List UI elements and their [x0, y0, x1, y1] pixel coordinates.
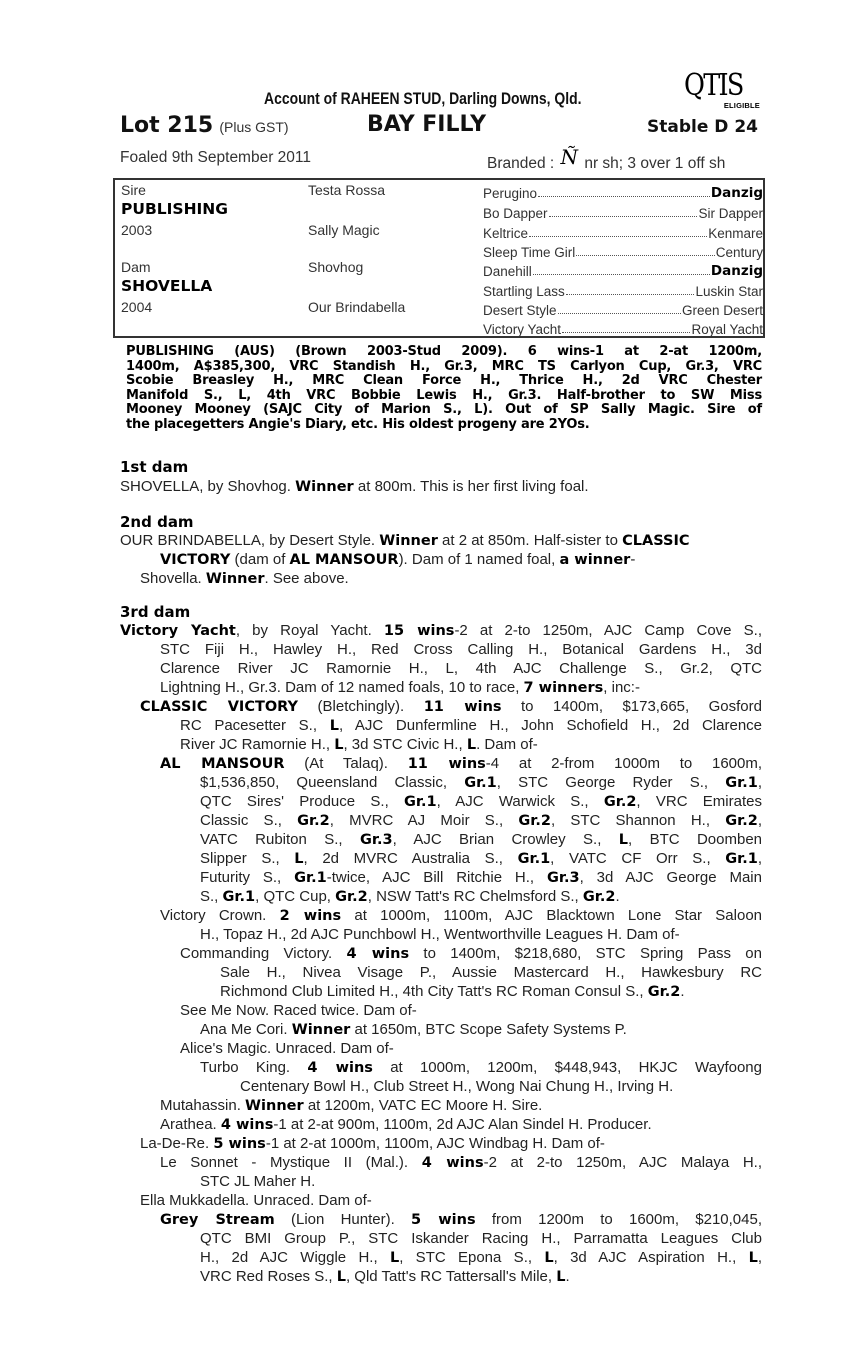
text-segment: , MVRC AJ Moir S., [329, 812, 519, 829]
progeny-classic-victory [180, 717, 762, 734]
progeny-commanding-victory [180, 945, 762, 962]
text-segment: (At Talaq). [284, 755, 408, 772]
first-dam-heading: 1st dam [120, 458, 189, 476]
bold-text: Winner [205, 571, 265, 587]
bold-text: Gr.3 [360, 832, 393, 848]
text-segment: , BTC Doomben [628, 831, 763, 848]
sire-year: 2003 [121, 222, 153, 238]
progeny-al-mansour [200, 774, 762, 791]
text-segment: . Dam of- [476, 736, 538, 753]
text-segment: Richmond Club Limited H., 4th City Tatt's RC Roman Consul S., [220, 983, 648, 1000]
bold-text: L [294, 851, 304, 867]
text-segment: OUR BRINDABELLA, by Desert Style. [120, 532, 380, 549]
text-segment: -4 at 2-from 1000m to 1600m, [485, 755, 763, 772]
progeny-al-mansour [200, 869, 762, 886]
bold-text: Gr.2 [582, 889, 616, 905]
ancestor-row: Sleep Time Girl Century [483, 245, 763, 260]
text-segment: Turbo King. [200, 1059, 308, 1076]
text-segment: , AJC Brian Crowley S., [392, 831, 619, 848]
bold-text: L [336, 1269, 346, 1285]
text-segment: . [615, 888, 620, 905]
text-segment: Lightning H., Gr.3. Dam of 12 named foals, 10 to race, [160, 679, 524, 696]
text-segment: Slipper S., [200, 850, 295, 867]
foaled-date: Foaled 9th September 2011 [120, 149, 312, 166]
bold-text: 15 wins [383, 623, 455, 639]
progeny-la-de-re [140, 1135, 605, 1152]
text-segment: Le Sonnet - Mystique II (Mal.). [160, 1154, 422, 1171]
progeny-al-mansour [200, 850, 762, 867]
bold-text: 4 wins [346, 946, 410, 962]
gst-note: (Plus GST) [219, 119, 289, 135]
bold-text: Gr.1 [517, 851, 551, 867]
bold-text: Gr.2 [725, 813, 758, 829]
bold-text: VICTORY [160, 552, 231, 568]
qtis-logo-text: QTIS [684, 68, 743, 103]
lot-label: Lot 215 [120, 113, 214, 138]
text-segment: Commanding Victory. [180, 945, 347, 962]
text-segment: QTC Sires' Produce S., [200, 793, 405, 810]
bold-text: L [748, 1250, 758, 1266]
bold-text: 4 wins [421, 1155, 484, 1171]
text-segment: at 1000m, 1200m, $448,943, HKJC Wayfoong [372, 1059, 762, 1076]
progeny-alices-magic: Alice's Magic. Unraced. Dam of- [180, 1040, 394, 1057]
progeny-victory-crown: H., Topaz H., 2d AJC Punchbowl H., Wentworthville Leagues H. Dam of- [200, 926, 680, 943]
text-segment: , Qld Tatt's RC Tattersall's Mile, [345, 1268, 557, 1285]
bold-text: L [334, 737, 344, 753]
bold-text: Gr.1 [294, 870, 327, 886]
bold-text: 7 winners [523, 680, 604, 696]
ancestor-row: Desert Style Green Desert [483, 303, 763, 318]
text-segment: Shovella. [140, 570, 206, 587]
first-dam-text [120, 478, 589, 495]
branded-text: nr sh; 3 over 1 off sh [584, 155, 726, 172]
bold-text: 2 wins [279, 908, 342, 924]
dam-label: Dam [121, 259, 151, 275]
bold-text: 4 wins [220, 1117, 274, 1133]
progeny-classic-victory [180, 736, 538, 753]
progeny-al-mansour [160, 755, 762, 772]
text-segment: , [757, 774, 762, 791]
text-segment: , [757, 812, 762, 829]
ancestor-row: Victory Yacht Royal Yacht [483, 322, 763, 337]
bold-text: Gr.1 [222, 889, 256, 905]
text-segment: , QTC Cup, [255, 888, 336, 905]
text-segment: , [757, 1249, 762, 1266]
bold-text: Winner [245, 1098, 304, 1114]
ancestor-row: Perugino Danzig [483, 185, 763, 201]
bold-text: Gr.1 [404, 794, 437, 810]
text-segment: to 1400m, $218,680, STC Spring Pass on [409, 945, 762, 962]
progeny-see-me-now: See Me Now. Raced twice. Dam of- [180, 1002, 417, 1019]
progeny-classic-victory [140, 698, 762, 715]
progeny-mutahassin [160, 1097, 542, 1114]
text-segment: Arathea. [160, 1116, 221, 1133]
qtis-eligible-text: ELIGIBLE [723, 101, 760, 110]
text-segment: , by Royal Yacht. [235, 622, 384, 639]
ancestor-row: Danehill Danzig [483, 263, 763, 279]
bold-text: Gr.1 [464, 775, 497, 791]
bold-text: Gr.2 [603, 794, 637, 810]
dam-dam: Our Brindabella [308, 299, 406, 315]
bold-text: Gr.3 [546, 870, 580, 886]
text-segment: , VRC Emirates [636, 793, 762, 810]
third-dam-text [160, 679, 640, 696]
text-segment: . [680, 983, 685, 1000]
bold-text: Gr.1 [725, 775, 758, 791]
text-segment: , 3d STC Civic H., [343, 736, 467, 753]
text-segment: -2 at 2-to 1250m, AJC Camp Cove S., [454, 622, 763, 639]
text-segment: VATC Rubiton S., [200, 831, 360, 848]
text-segment: ). Dam of 1 named foal, [398, 551, 560, 568]
qtis-eligible-logo [684, 68, 760, 110]
text-segment: Classic S., [200, 812, 298, 829]
bold-text: Gr.2 [518, 813, 551, 829]
text-segment: River JC Ramornie H., [180, 736, 335, 753]
bold-text: Gr.2 [297, 813, 330, 829]
bold-text: 11 wins [407, 756, 486, 772]
bold-text: Victory Yacht [120, 623, 236, 639]
bold-text: Grey Stream [160, 1212, 275, 1228]
text-segment: , inc:- [603, 679, 640, 696]
second-dam-heading: 2nd dam [120, 513, 194, 531]
text-segment: (Lion Hunter). [274, 1211, 412, 1228]
text-segment: from 1200m to 1600m, $210,045, [475, 1211, 762, 1228]
text-segment: -twice, AJC Bill Ritchie H., [326, 869, 547, 886]
text-segment: at 2 at 850m. Half-sister to [437, 532, 623, 549]
sex-colour: BAY FILLY [367, 112, 487, 137]
lot-number [120, 112, 289, 138]
third-dam-text: Clarence River JC Ramornie H., L, 4th AJC Challenge S., Gr.2, QTC [160, 660, 762, 677]
text-segment: VRC Red Roses S., [200, 1268, 337, 1285]
bold-text: L [329, 718, 339, 734]
ancestor-row: Startling Lass Luskin Star [483, 284, 763, 299]
bold-text: 4 wins [307, 1060, 373, 1076]
text-segment: -2 at 2-to 1250m, AJC Malaya H., [483, 1154, 762, 1171]
progeny-grey-stream [160, 1211, 762, 1228]
progeny-ana-me-cori [200, 1021, 627, 1038]
third-dam-heading: 3rd dam [120, 603, 191, 621]
bold-text: L [544, 1250, 554, 1266]
text-segment: Ana Me Cori. [200, 1021, 292, 1038]
bold-text: Winner [295, 479, 354, 495]
text-segment: , STC Shannon H., [550, 812, 726, 829]
progeny-grey-stream: QTC BMI Group P., STC Iskander Racing H., Parramatta Leagues Club [200, 1230, 762, 1247]
sire-label: Sire [121, 182, 146, 198]
text-segment: -1 at 2-at 1000m, 1100m, AJC Windbag H. Dam of- [265, 1135, 605, 1152]
text-segment: $1,536,850, Queensland Classic, [200, 774, 465, 791]
dam-sire: Shovhog [308, 259, 364, 275]
text-segment: Mutahassin. [160, 1097, 246, 1114]
second-dam-text [120, 532, 689, 549]
progeny-turbo-king: Centenary Bowl H., Club Street H., Wong Nai Chung H., Irving H. [240, 1078, 674, 1095]
dam-year: 2004 [121, 299, 153, 315]
text-segment: -1 at 2-at 900m, 1100m, 2d AJC Alan Sindel H. Producer. [273, 1116, 652, 1133]
bold-text: L [618, 832, 629, 848]
text-segment: , 3d AJC George Main [579, 869, 762, 886]
text-segment: Futurity S., [200, 869, 295, 886]
second-dam-text [160, 551, 635, 568]
bold-text: 5 wins [213, 1136, 266, 1152]
text-segment: , NSW Tatt's RC Chelmsford S., [367, 888, 583, 905]
progeny-commanding-victory: Sale H., Nivea Visage P., Aussie Mastercard H., Hawkesbury RC [220, 964, 762, 981]
bold-text: AL MANSOUR [289, 552, 399, 568]
text-segment: . [565, 1268, 570, 1285]
progeny-al-mansour [200, 812, 762, 829]
pedigree-table [113, 178, 765, 338]
text-segment: , VATC CF Orr S., [550, 850, 726, 867]
text-segment: SHOVELLA, by Shovhog. [120, 478, 296, 495]
bold-text: a winner [559, 552, 631, 568]
progeny-al-mansour [200, 793, 762, 810]
progeny-turbo-king [200, 1059, 762, 1076]
bold-text: Winner [379, 533, 438, 549]
sire-sire: Testa Rossa [308, 182, 386, 198]
branded-info [487, 145, 726, 173]
text-segment: H., 2d AJC Wiggle H., [200, 1249, 390, 1266]
text-segment: . See above. [264, 570, 349, 587]
third-dam-text: STC Fiji H., Hawley H., Red Cross Calling H., Botanical Gardens H., 3d [160, 641, 762, 658]
text-segment: , 3d AJC Aspiration H., [553, 1249, 749, 1266]
progeny-grey-stream [200, 1268, 570, 1285]
bold-text: CLASSIC VICTORY [140, 699, 299, 715]
progeny-commanding-victory [220, 983, 685, 1000]
text-segment: , AJC Dunfermline H., John Schofield H., 2d Clarence [338, 717, 763, 734]
stable-location: Stable D 24 [647, 117, 758, 137]
second-dam-text [140, 570, 349, 587]
text-segment: , AJC Warwick S., [436, 793, 604, 810]
text-segment: at 800m. This is her first living foal. [353, 478, 589, 495]
dam-name: SHOVELLA [121, 277, 213, 295]
text-segment: , STC Epona S., [399, 1249, 545, 1266]
text-segment: to 1400m, $173,665, Gosford [501, 698, 762, 715]
bold-text: CLASSIC [622, 533, 690, 549]
text-segment: (dam of [230, 551, 290, 568]
text-segment: La-De-Re. [140, 1135, 214, 1152]
bold-text: Gr.1 [725, 851, 758, 867]
bold-text: 5 wins [411, 1212, 476, 1228]
text-segment: at 1200m, VATC EC Moore H. Sire. [303, 1097, 543, 1114]
ancestor-row: Bo Dapper Sir Dapper [483, 206, 763, 221]
text-segment: at 1650m, BTC Scope Safety Systems P. [350, 1021, 627, 1038]
third-dam-text [120, 622, 762, 639]
text-segment: , STC George Ryder S., [496, 774, 726, 791]
bold-text: L [466, 737, 477, 753]
sire-summary: PUBLISHING (AUS) (Brown 2003-Stud 2009). 6 wins-1 at 2-at 1200m, 1400m, A$385,300, VRC Standish H., Gr.3, MRC TS Carlyon Cup, Gr.3, VRC Scobie Breasley H., MRC Clean Force H., Thrice H., 2d VRC Chester Manifold S., L, 4th VRC Bobbie Lewis H., Gr.3. Half-brother to SW Miss Mooney Mooney (SAJC City of Marion S., L). Out of SP Sally Magic. Sire of the placegetters Angie's Diary, etc. His oldest progeny are 2YOs. [126, 344, 762, 432]
bold-text: L [389, 1250, 400, 1266]
bold-text: L [556, 1269, 566, 1285]
progeny-grey-stream [200, 1249, 762, 1266]
text-segment: S., [200, 888, 223, 905]
text-segment: , [757, 850, 763, 867]
progeny-al-mansour [200, 888, 620, 905]
progeny-le-sonnet: STC JL Maher H. [200, 1173, 316, 1190]
vendor-account: Account of RAHEEN STUD, Darling Downs, Qld. [264, 89, 582, 108]
progeny-arathea [160, 1116, 652, 1133]
text-segment: Victory Crown. [160, 907, 280, 924]
bold-text: Gr.2 [647, 984, 681, 1000]
bold-text: Gr.2 [335, 889, 368, 905]
progeny-al-mansour [200, 831, 762, 848]
progeny-ella-mukkadella: Ella Mukkadella. Unraced. Dam of- [140, 1192, 372, 1209]
text-segment: , 2d MVRC Australia S., [303, 850, 518, 867]
text-segment: (Bletchingly). [298, 698, 424, 715]
text-segment: - [630, 551, 636, 568]
text-segment: at 1000m, 1100m, AJC Blacktown Lone Star Saloon [341, 907, 762, 924]
text-segment: RC Pacesetter S., [180, 717, 330, 734]
progeny-victory-crown [160, 907, 762, 924]
ancestor-row: Keltrice Kenmare [483, 226, 763, 241]
branded-label: Branded : [487, 155, 555, 172]
brand-mark-icon: Ñ [560, 145, 579, 169]
sire-dam: Sally Magic [308, 222, 380, 238]
bold-text: Winner [291, 1022, 351, 1038]
bold-text: 11 wins [423, 699, 502, 715]
progeny-le-sonnet [160, 1154, 762, 1171]
sire-name: PUBLISHING [121, 200, 229, 218]
bold-text: AL MANSOUR [160, 756, 285, 772]
